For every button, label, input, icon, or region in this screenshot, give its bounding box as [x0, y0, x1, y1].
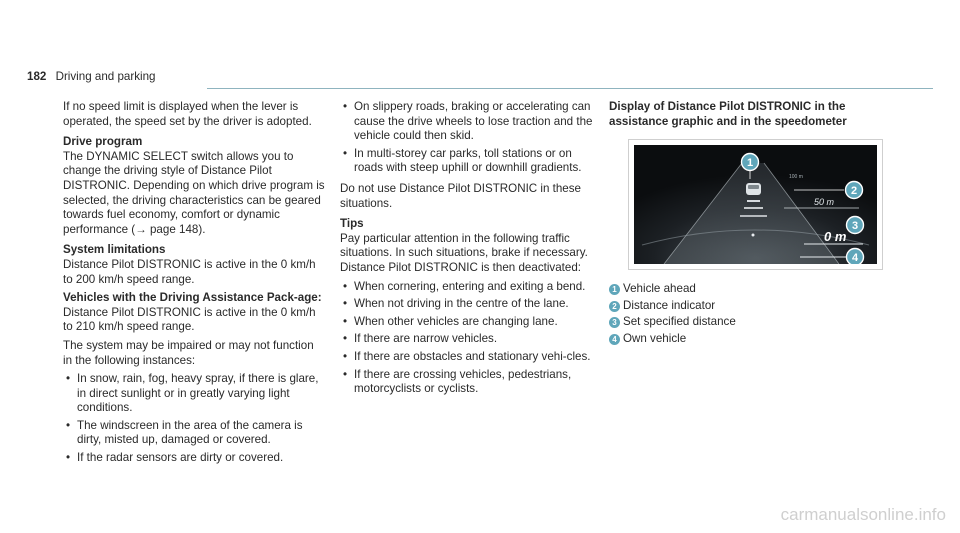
- svg-text:4: 4: [851, 252, 859, 265]
- heading-driving-assistance-pack: Vehicles with the Driving Assistance Pack-age:: [63, 291, 322, 305]
- column-left: [63, 100, 325, 472]
- legend-item-own-vehicle: [609, 332, 879, 347]
- list-item-text: If the radar sensors are dirty or covered.: [77, 451, 284, 465]
- callout-3: [847, 217, 864, 234]
- list-item-text: In snow, rain, fog, heavy spray, if there is glare, in direct sunlight or in greatly varying light conditions.: [77, 372, 319, 415]
- paragraph-driving-assistance-pack: [63, 291, 325, 335]
- list-item: [340, 315, 602, 330]
- distance-bar-3: [740, 215, 767, 217]
- callout-1: [742, 154, 759, 171]
- slippery-list: [340, 100, 602, 176]
- impaired-list: [63, 372, 325, 466]
- legend-item-label: Set specified distance: [623, 315, 736, 329]
- svg-text:3: 3: [851, 220, 859, 233]
- legend-item-label: Own vehicle: [623, 331, 687, 345]
- label-100m: 100 m: [789, 174, 803, 181]
- label-50m: 50 m: [814, 197, 835, 208]
- heading-drive-program: Drive program: [63, 135, 143, 149]
- paragraph-speed-limit: If no speed limit is displayed when the lever is operated, the speed set by the driver is adopted.: [63, 100, 312, 128]
- bullet-icon: •: [66, 451, 71, 465]
- legend-item-vehicle-ahead: [609, 282, 879, 297]
- list-item-text: When other vehicles are changing lane.: [354, 314, 558, 328]
- list-item-text: If there are crossing vehicles, pedestrians, motorcyclists or cyclists.: [354, 367, 572, 396]
- paragraph-tips: Pay particular attention in the following traffic situations. In such situations, brake if necessary. Distance Pilot DISTRONIC is then deactivated:: [340, 231, 588, 274]
- tips-list: [340, 280, 602, 397]
- paragraph-system-limitations: Distance Pilot DISTRONIC is active in the 0 km/h to 200 km/h speed range.: [63, 257, 316, 286]
- callout-number-badge: 1: [609, 284, 620, 295]
- callout-2: [846, 182, 863, 199]
- callout-4: [847, 249, 864, 265]
- list-item-text: If there are obstacles and stationary vehi-cles.: [354, 349, 591, 363]
- distance-bar-2: [744, 207, 763, 209]
- watermark-text: carmanualsonline.info: [780, 505, 946, 525]
- driving-assistance-pack-text: Distance Pilot DISTRONIC is active in the 0 km/h to 210 km/h speed range.: [63, 305, 316, 334]
- list-item: [63, 372, 325, 416]
- header-divider: [207, 88, 933, 89]
- list-item-text: In multi-storey car parks, toll stations or on roads with steep uphill or downhill gradients.: [354, 146, 582, 175]
- heading-tips: Tips: [340, 217, 364, 231]
- legend-item-label: Vehicle ahead: [623, 282, 696, 296]
- column-right: [609, 100, 879, 349]
- callout-number-badge: 4: [609, 334, 620, 345]
- list-item-text: When not driving in the centre of the lane.: [354, 297, 569, 311]
- figure-legend: [609, 282, 879, 346]
- list-item: [340, 332, 602, 347]
- list-item-text: On slippery roads, braking or accelerating can cause the drive wheels to lose traction and the vehicle could then skid.: [354, 100, 593, 143]
- bullet-icon: •: [343, 332, 348, 346]
- bullet-icon: •: [343, 367, 348, 381]
- road-graphic: [634, 145, 877, 264]
- label-0m: 0 m: [824, 229, 847, 245]
- list-item: [340, 100, 602, 144]
- legend-item-distance-indicator: [609, 299, 879, 314]
- list-item: [63, 419, 325, 448]
- bullet-icon: •: [343, 314, 348, 328]
- list-item-text: The windscreen in the area of the camera is dirty, misted up, damaged or covered.: [77, 418, 303, 447]
- page-header: [27, 70, 155, 85]
- legend-item-label: Distance indicator: [623, 298, 716, 312]
- assistance-graphic: [634, 145, 877, 264]
- bullet-icon: •: [66, 418, 71, 432]
- svg-text:2: 2: [850, 185, 858, 198]
- list-item: [63, 451, 325, 466]
- svg-text:1: 1: [746, 157, 754, 170]
- list-item: [340, 350, 602, 365]
- list-item: [340, 368, 602, 397]
- paragraph-impaired-intro: The system may be impaired or may not function in the following instances:: [63, 338, 314, 367]
- distronic-display-figure: [628, 139, 883, 270]
- bullet-icon: •: [343, 297, 348, 311]
- list-item: [340, 147, 602, 176]
- heading-system-limitations: System limitations: [63, 243, 166, 257]
- list-item-text: If there are narrow vehicles.: [354, 332, 498, 346]
- vehicle-ahead-icon: [746, 183, 761, 195]
- paragraph-do-not-use: Do not use Distance Pilot DISTRONIC in these situations.: [340, 181, 581, 210]
- bullet-icon: •: [343, 349, 348, 363]
- bullet-icon: •: [343, 279, 348, 293]
- figure-heading: Display of Distance Pilot DISTRONIC in the assistance graphic and in the speedometer: [609, 100, 847, 128]
- own-vehicle-marker: [752, 234, 755, 237]
- callout-number-badge: 3: [609, 317, 620, 328]
- list-item: [340, 297, 602, 312]
- paragraph-drive-program: The DYNAMIC SELECT switch allows you to change the driving style of Distance Pilot DISTRONIC. Depending on which drive program is selected, the driving characteristics can be geared towards fuel economy, comfort or dynamic performance (→ page 148).: [63, 149, 325, 236]
- bullet-icon: •: [66, 372, 71, 386]
- bullet-icon: •: [343, 100, 348, 113]
- section-title: Driving and parking: [55, 70, 156, 83]
- list-item: [340, 280, 602, 295]
- bullet-icon: •: [343, 146, 348, 160]
- page-number: 182: [27, 70, 47, 83]
- callout-number-badge: 2: [609, 301, 620, 312]
- distance-bar-1: [747, 200, 760, 202]
- list-item-text: When cornering, entering and exiting a bend.: [354, 279, 586, 293]
- legend-item-set-distance: [609, 315, 879, 330]
- column-middle: [340, 100, 602, 403]
